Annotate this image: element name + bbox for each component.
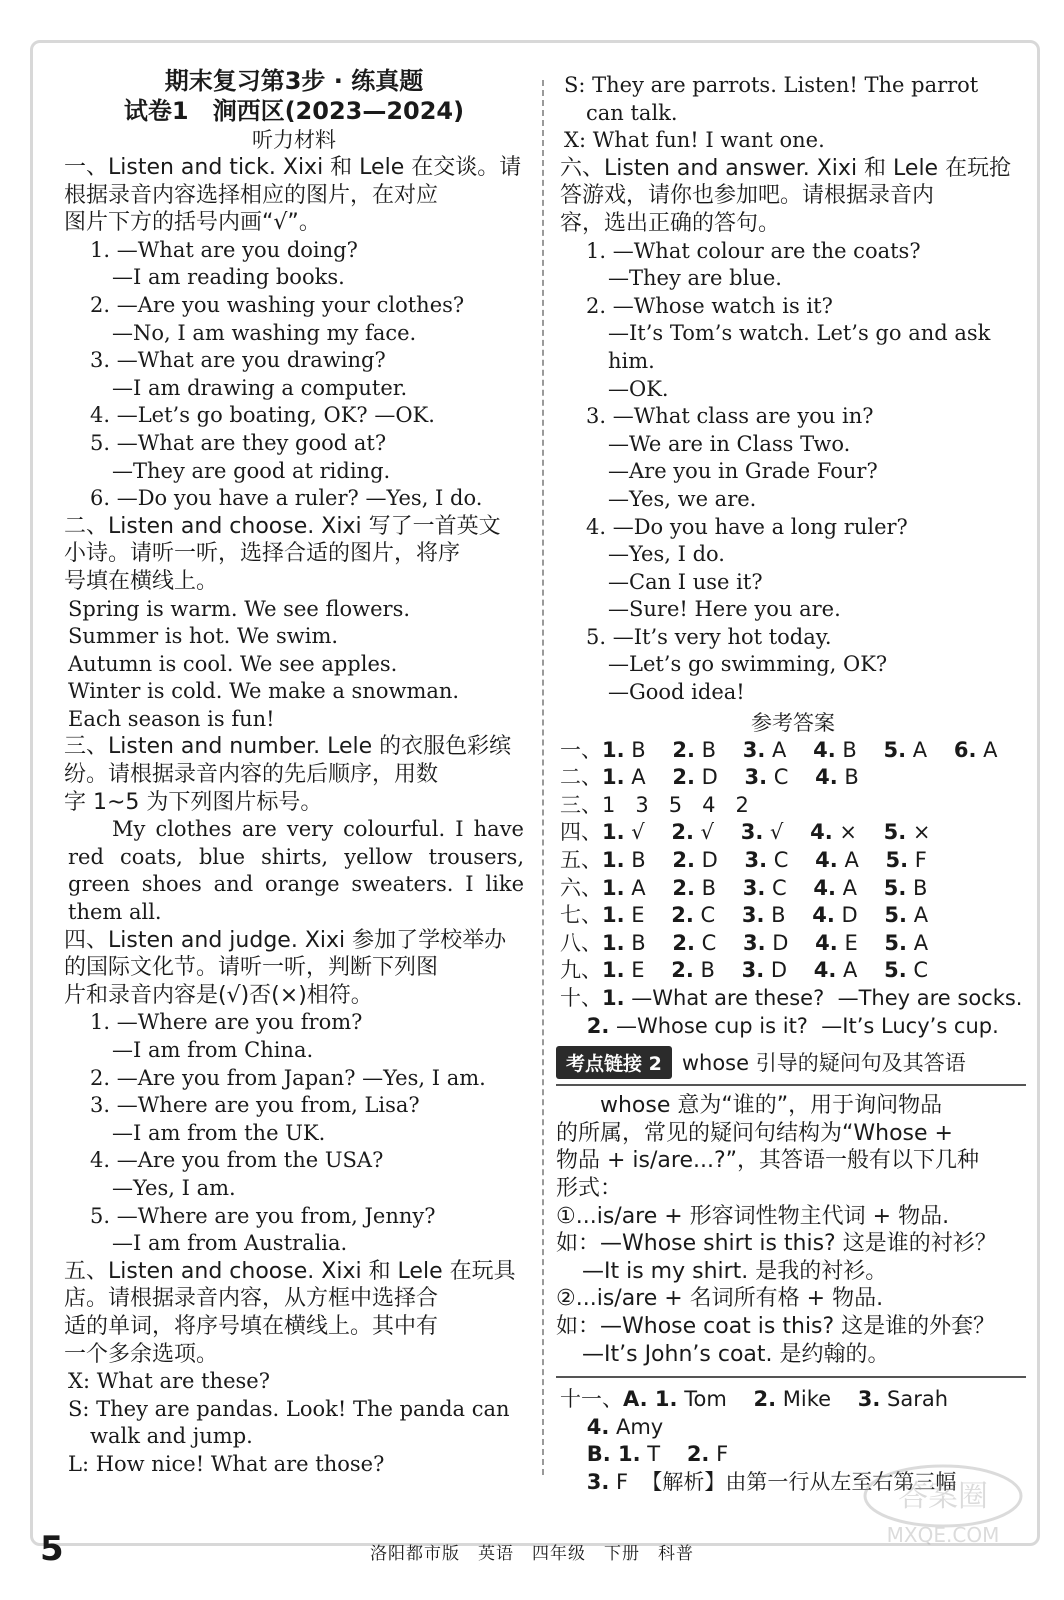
answer-number: 5. bbox=[884, 903, 908, 928]
answer-number: 3. bbox=[740, 820, 764, 845]
answer-text bbox=[560, 1470, 587, 1494]
answer-text: A bbox=[907, 930, 929, 955]
text-line: 三、Listen and number. Lele 的衣服色彩缤 bbox=[64, 734, 512, 760]
answer-text: F 【解析】由第一行从左至右第三幅 bbox=[609, 1469, 957, 1494]
text-line: walk and jump. bbox=[90, 1424, 253, 1449]
text-line: —I am from Australia. bbox=[112, 1231, 348, 1256]
answer-text: F bbox=[709, 1442, 729, 1467]
answer-text: A bbox=[765, 737, 814, 762]
answer-number: 2. bbox=[672, 930, 695, 955]
text-line: him. bbox=[608, 348, 655, 373]
text-line: red coats, blue shirts, yellow trousers, bbox=[68, 844, 524, 869]
text-line: 物品 + is/are...?”，其答语一般有以下几种 bbox=[556, 1148, 980, 1174]
text-line: —They are blue. bbox=[608, 266, 782, 291]
text-line: —Good idea! bbox=[608, 680, 745, 705]
text-line: —They are good at riding. bbox=[112, 458, 391, 483]
watermark-label: 答案圈 bbox=[898, 1479, 988, 1514]
answer-number: 3. bbox=[744, 765, 768, 790]
answer-number: 4. bbox=[813, 737, 836, 762]
listening-script-left bbox=[64, 154, 524, 1479]
text-line: can talk. bbox=[586, 100, 678, 125]
text-line: —I am from the UK. bbox=[112, 1120, 326, 1145]
kaodian-tag: 考点链接 2 bbox=[556, 1046, 672, 1079]
answer-text: B bbox=[624, 737, 673, 762]
section-heading: 听力材料 bbox=[252, 128, 336, 152]
answer-number: 5. bbox=[883, 737, 907, 762]
answer-text: √ bbox=[763, 820, 811, 845]
answer-text: A bbox=[976, 737, 998, 762]
answer-row bbox=[560, 847, 1026, 875]
text-line: 一个多余选项。 bbox=[64, 1341, 219, 1367]
answer-text: E bbox=[624, 958, 672, 983]
answer-text: E bbox=[624, 903, 672, 928]
text-line: Spring is warm. We see flowers. bbox=[68, 596, 411, 621]
answer-text: 一、 bbox=[560, 737, 602, 762]
text-line: S: They are parrots. Listen! The parrot bbox=[564, 73, 979, 97]
answer-number: 5. bbox=[884, 958, 907, 983]
answer-number: B. 1. bbox=[586, 1442, 641, 1467]
text-line: 6. —Do you have a ruler? —Yes, I do. bbox=[90, 486, 483, 511]
answer-number: 1. bbox=[602, 765, 625, 790]
answer-number: 1. bbox=[602, 903, 625, 928]
text-line: —Are you in Grade Four? bbox=[608, 459, 878, 484]
text-line: 2. —Are you washing your clothes? bbox=[90, 292, 465, 317]
answer-number: 4. bbox=[815, 765, 838, 790]
answer-number: 4. bbox=[815, 848, 838, 873]
answer-row bbox=[560, 985, 1026, 1013]
answer-number: 1. bbox=[602, 820, 625, 845]
answer-text: C bbox=[765, 875, 814, 900]
answer-number: 2. bbox=[672, 848, 695, 873]
answer-number: 3. bbox=[741, 958, 765, 983]
answer-number: 2. bbox=[753, 1387, 777, 1412]
answer-row bbox=[560, 875, 1026, 903]
answer-number: 3. bbox=[742, 875, 766, 900]
answer-row bbox=[560, 902, 1026, 930]
answer-number: 5. bbox=[883, 875, 907, 900]
answer-text: A bbox=[835, 875, 884, 900]
answer-row bbox=[560, 819, 1026, 847]
answer-number: 3. bbox=[742, 737, 766, 762]
answer-text bbox=[560, 1014, 587, 1038]
answer-row bbox=[560, 1414, 1026, 1442]
right-column bbox=[556, 72, 1026, 1497]
answer-text bbox=[560, 1442, 587, 1466]
text-line: Summer is hot. We swim. bbox=[68, 624, 339, 649]
text-line: ①...is/are + 形容词性物主代词 + 物品. bbox=[556, 1203, 950, 1229]
answer-text: × bbox=[906, 820, 931, 845]
answer-text: C bbox=[693, 903, 742, 928]
answer-text: 十一、 bbox=[560, 1387, 623, 1412]
text-line: 4. —Let’s go boating, OK? —OK. bbox=[90, 403, 435, 428]
text-line: 1. —What are you doing? bbox=[90, 237, 358, 262]
text-line: 根据录音内容选择相应的图片，在对应 bbox=[64, 182, 439, 208]
answer-number: 4. bbox=[813, 875, 836, 900]
text-line: whose 意为“谁的”，用于询问物品 bbox=[600, 1093, 943, 1119]
answer-text: D bbox=[764, 958, 814, 983]
answer-text: B bbox=[624, 930, 673, 955]
text-line: 3. —What are you drawing? bbox=[90, 348, 386, 373]
answer-text: A bbox=[836, 958, 885, 983]
answer-row bbox=[560, 737, 1026, 765]
answer-text: —What are these? —They are socks. bbox=[624, 986, 1023, 1010]
text-line: 3. —Where are you from, Lisa? bbox=[90, 1093, 420, 1118]
answer-text: × bbox=[832, 820, 884, 845]
answer-text: A bbox=[906, 737, 954, 762]
answer-number: 2. bbox=[671, 958, 694, 983]
answer-text: 十、 bbox=[560, 986, 602, 1010]
left-column bbox=[64, 66, 524, 1479]
answer-text: F bbox=[908, 848, 927, 873]
answer-text: B bbox=[837, 765, 859, 790]
answer-text: √ bbox=[624, 820, 672, 845]
answer-text: 二、 bbox=[560, 765, 602, 790]
text-line: 小诗。请听一听，选择合适的图片，将序 bbox=[64, 541, 461, 567]
text-line: L: How nice! What are those? bbox=[68, 1451, 385, 1476]
answer-text: B bbox=[693, 958, 742, 983]
answer-number: 4. bbox=[586, 1414, 610, 1439]
answer-number: 1. bbox=[602, 737, 625, 762]
text-line: 一、Listen and tick. Xixi 和 Lele 在交谈。请 bbox=[64, 155, 522, 180]
answer-text: B bbox=[835, 737, 884, 762]
kaodian-title: whose 引导的疑问句及其答语 bbox=[681, 1051, 966, 1076]
text-line: them all. bbox=[68, 900, 162, 925]
answer-number: 3. bbox=[741, 903, 765, 928]
answer-text: B bbox=[694, 875, 743, 900]
text-line: 1. —Where are you from? bbox=[90, 1010, 363, 1035]
answer-text bbox=[560, 1415, 587, 1439]
text-line: S: They are pandas. Look! The panda can bbox=[68, 1396, 510, 1421]
text-line: 1. —What colour are the coats? bbox=[586, 238, 921, 263]
text-line: —I am drawing a computer. bbox=[112, 375, 408, 400]
paper-title: 试卷1 涧西区(2023—2024) bbox=[123, 97, 465, 125]
answer-number: 5. bbox=[883, 820, 907, 845]
answer-number: 2. bbox=[672, 737, 695, 762]
text-line: —Sure! Here you are. bbox=[608, 597, 841, 622]
text-line: 五、Listen and choose. Xixi 和 Lele 在玩具 bbox=[64, 1258, 516, 1284]
text-line: 5. —Where are you from, Jenny? bbox=[90, 1203, 436, 1228]
answer-number: 3. bbox=[743, 930, 766, 955]
text-line: Winter is cold. We make a snowman. bbox=[68, 679, 460, 704]
answer-number: 4. bbox=[810, 820, 833, 845]
answer-text: A bbox=[837, 848, 886, 873]
answer-text: 三、1 3 5 4 2 bbox=[560, 792, 749, 817]
text-line: X: What are these? bbox=[68, 1369, 270, 1394]
text-line: 的国际文化节。请听一听，判断下列图 bbox=[64, 955, 439, 981]
text-line: 适的单词，将序号填在横线上。其中有 bbox=[64, 1313, 439, 1339]
answer-row bbox=[560, 957, 1026, 985]
answer-number: 1. bbox=[602, 986, 625, 1010]
answer-row bbox=[560, 764, 1026, 792]
answer-text: A bbox=[624, 875, 673, 900]
answer-row bbox=[560, 930, 1026, 958]
answers-heading: 参考答案 bbox=[751, 710, 835, 735]
answer-text: 五、 bbox=[560, 848, 602, 873]
answer-key bbox=[560, 737, 1026, 1041]
text-line: 答游戏，请你也参加吧。请根据录音内 bbox=[560, 183, 935, 209]
text-line: 的所属，常见的疑问句结构为“Whose + bbox=[556, 1120, 953, 1146]
answer-text: Tom bbox=[677, 1387, 754, 1412]
text-line: ②...is/are + 名词所有格 + 物品. bbox=[556, 1286, 884, 1312]
answer-row bbox=[560, 792, 1026, 820]
answer-text: C bbox=[767, 765, 816, 790]
text-line: 号填在横线上。 bbox=[64, 568, 219, 594]
answer-text: C bbox=[906, 958, 929, 983]
listening-script-right bbox=[560, 72, 1026, 707]
answer-text: Sarah bbox=[880, 1387, 949, 1412]
answer-text: 六、 bbox=[560, 875, 602, 900]
footer-text: 洛阳都市版 英语 四年级 下册 科普 bbox=[370, 1544, 694, 1564]
answer-text: B bbox=[764, 903, 813, 928]
text-line: 3. —What class are you in? bbox=[586, 404, 874, 429]
text-line: —It’s John’s coat. 是约翰的。 bbox=[582, 1341, 890, 1367]
answer-number: 6. bbox=[953, 737, 977, 762]
text-line: green shoes and orange sweaters. I like bbox=[68, 872, 524, 897]
text-line: 店。请根据录音内容，从方框中选择合 bbox=[64, 1286, 439, 1312]
answer-number: 4. bbox=[812, 903, 835, 928]
answer-number: 2. bbox=[672, 875, 695, 900]
answer-text: 九、 bbox=[560, 958, 602, 983]
text-line: 片和录音内容是(√)否(×)相符。 bbox=[64, 982, 373, 1008]
text-line: 5. —It’s very hot today. bbox=[586, 624, 832, 649]
answer-number: 3. bbox=[586, 1469, 610, 1494]
answer-number: 1. bbox=[602, 848, 625, 873]
answer-row bbox=[560, 1386, 1026, 1414]
text-line: 5. —What are they good at? bbox=[90, 430, 387, 455]
answer-text: 七、 bbox=[560, 903, 602, 928]
text-line: 如：—Whose coat is this? 这是谁的外套？ bbox=[556, 1313, 996, 1339]
text-line: —Yes, I do. bbox=[608, 542, 725, 567]
page-title: 期末复习第3步 · 练真题 bbox=[164, 67, 424, 95]
text-line: —No, I am washing my face. bbox=[112, 320, 417, 345]
text-line: 如：—Whose shirt is this? 这是谁的衬衫？ bbox=[556, 1231, 997, 1257]
answer-row bbox=[560, 1013, 1026, 1041]
text-line: —I am reading books. bbox=[112, 265, 345, 290]
answer-text: —Whose cup is it? —It’s Lucy’s cup. bbox=[609, 1013, 999, 1038]
text-line: Each season is fun! bbox=[68, 706, 275, 731]
answer-number: 1. bbox=[602, 875, 625, 900]
text-line: X: What fun! I want one. bbox=[564, 128, 825, 153]
answer-text: B bbox=[906, 875, 928, 900]
answer-number: 1. bbox=[602, 958, 625, 983]
answer-text: 八、 bbox=[560, 930, 602, 955]
text-line: 4. —Are you from the USA? bbox=[90, 1148, 384, 1173]
text-line: 容，选出正确的答句。 bbox=[560, 210, 781, 236]
answer-number: 1. bbox=[602, 930, 625, 955]
answer-text: E bbox=[837, 930, 885, 955]
answer-text: √ bbox=[693, 820, 741, 845]
kaodian-box bbox=[556, 1084, 1026, 1378]
answer-text: B bbox=[694, 737, 743, 762]
column-divider bbox=[542, 80, 544, 1475]
watermark-logo-icon bbox=[858, 1460, 1028, 1550]
text-line: 六、Listen and answer. Xixi 和 Lele 在玩抢 bbox=[560, 155, 1012, 181]
text-line: —I am from China. bbox=[112, 1038, 314, 1062]
text-line: 形式： bbox=[556, 1175, 623, 1201]
answer-number: 5. bbox=[884, 930, 908, 955]
watermark-site: MXQE.COM bbox=[886, 1523, 1000, 1547]
answer-number: 2. bbox=[586, 1013, 610, 1038]
answer-number: 2. bbox=[671, 820, 694, 845]
page-number: 5 bbox=[40, 1529, 64, 1569]
text-line: —Let’s go swimming, OK? bbox=[608, 652, 888, 677]
text-line: —Yes, I am. bbox=[112, 1175, 236, 1200]
answer-number: 4. bbox=[813, 958, 837, 983]
text-line: 4. —Do you have a long ruler? bbox=[586, 514, 908, 539]
answer-text: A bbox=[907, 903, 929, 928]
text-line: My clothes are very colourful. I have bbox=[112, 817, 524, 842]
answer-text: Mike bbox=[776, 1387, 858, 1412]
text-line: 四、Listen and judge. Xixi 参加了学校举办 bbox=[64, 927, 507, 953]
answer-number: 5. bbox=[885, 848, 909, 873]
text-line: —Can I use it? bbox=[608, 569, 763, 594]
text-line: Autumn is cool. We see apples. bbox=[68, 651, 398, 676]
answer-text: 四、 bbox=[560, 820, 602, 845]
answer-text: T bbox=[640, 1442, 687, 1467]
answer-text: D bbox=[694, 848, 745, 873]
text-line: 字 1~5 为下列图片标号。 bbox=[64, 789, 323, 815]
text-line: 二、Listen and choose. Xixi 写了一首英文 bbox=[64, 513, 501, 539]
answer-number: 2. bbox=[686, 1442, 710, 1467]
answer-text: D bbox=[834, 903, 885, 928]
text-line: —Yes, we are. bbox=[608, 486, 757, 511]
text-line: —It’s Tom’s watch. Let’s go and ask bbox=[608, 321, 991, 346]
text-line: 2. —Whose watch is it? bbox=[586, 293, 833, 318]
kaodian-header bbox=[556, 1046, 1026, 1078]
answer-text: Amy bbox=[609, 1414, 664, 1439]
answer-number: 3. bbox=[744, 848, 768, 873]
answer-number: 2. bbox=[671, 903, 694, 928]
text-line: 2. —Are you from Japan? —Yes, I am. bbox=[90, 1065, 486, 1090]
answer-number: 2. bbox=[672, 765, 695, 790]
answer-text: C bbox=[694, 930, 744, 955]
answer-number: A. 1. bbox=[623, 1387, 678, 1412]
text-line: —We are in Class Two. bbox=[608, 431, 851, 456]
text-line: —It is my shirt. 是我的衬衫。 bbox=[582, 1258, 888, 1284]
answer-number: 4. bbox=[815, 930, 838, 955]
text-line: 纷。请根据录音内容的先后顺序，用数 bbox=[64, 762, 439, 788]
text-line: —OK. bbox=[608, 376, 669, 401]
answer-text: D bbox=[694, 765, 745, 790]
answer-text: C bbox=[767, 848, 816, 873]
answer-number: 3. bbox=[857, 1387, 881, 1412]
text-line: 图片下方的括号内画“√”。 bbox=[64, 210, 321, 236]
answer-text: B bbox=[624, 848, 673, 873]
answer-text: D bbox=[765, 930, 816, 955]
answer-text: A bbox=[624, 765, 673, 790]
